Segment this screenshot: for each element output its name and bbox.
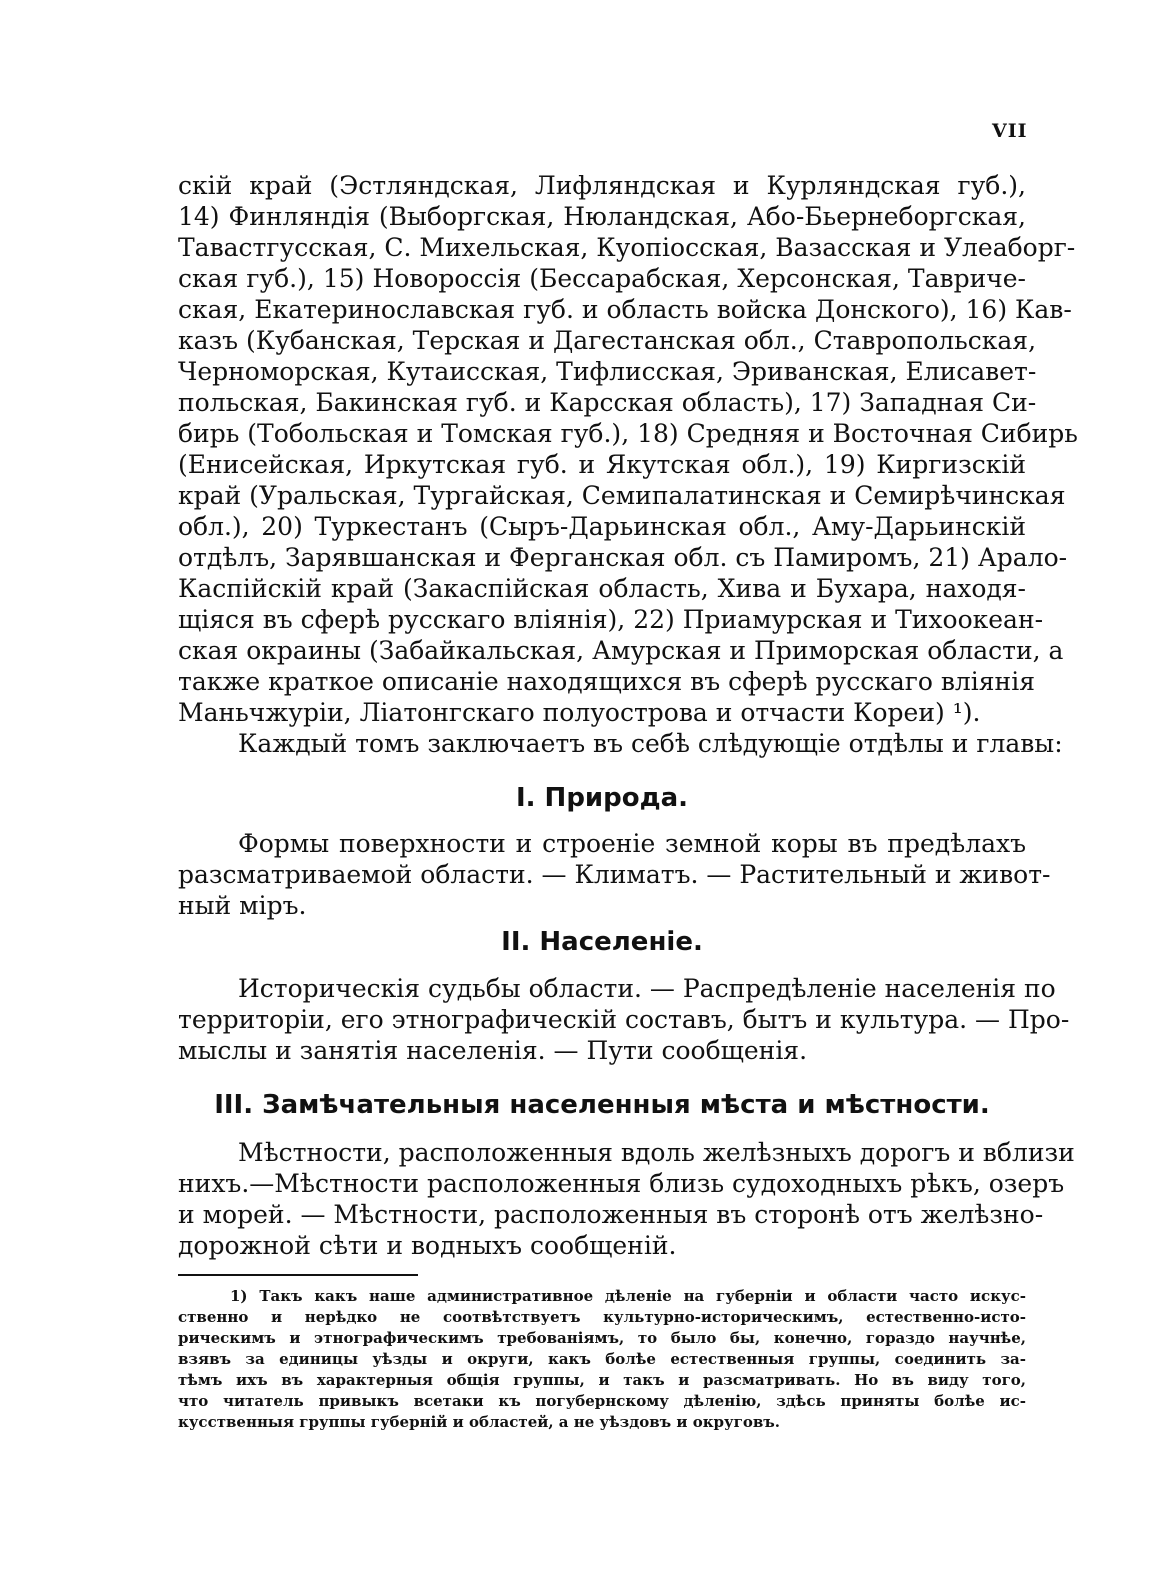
section-text-population — [178, 973, 1070, 1066]
section-text-places — [178, 1137, 1075, 1261]
text-line: отдѣлъ, Зарявшанская и Ферганская обл. съ Памиромъ, 21) Арало- — [178, 543, 1068, 572]
text-line: казъ (Кубанская, Терская и Дагестанская обл., Ставропольская, — [178, 326, 1037, 355]
text-line: нихъ.—Мѣстности расположенныя близь судоходныхъ рѣкъ, озеръ — [178, 1169, 1065, 1198]
intro-paragraph — [178, 170, 1078, 759]
text-line: и морей. — Мѣстности, расположенныя въ сторонѣ отъ желѣзно- — [178, 1200, 1044, 1229]
section-heading-places: III. Замѣчательныя населенныя мѣста и мѣстности. — [214, 1090, 990, 1120]
text-line: край (Уральская, Тургайская, Семипалатинская и Семирѣчинская — [178, 481, 1066, 510]
footnote-divider — [178, 1274, 418, 1276]
text-line: бирь (Тобольская и Томская губ.), 18) Средняя и Восточная Сибирь — [178, 419, 1078, 448]
footnote-line: что читатель привыкъ всетаки къ погубернскому дѣленію, здѣсь приняты болѣе ис- — [178, 1392, 1026, 1410]
text-line: польская, Бакинская губ. и Карсская область), 17) Западная Си- — [178, 388, 1037, 417]
text-line: Мѣстности, расположенныя вдоль желѣзныхъ дорогъ и вблизи — [238, 1138, 1075, 1167]
text-line: ская, Екатеринославская губ. и область войска Донского), 16) Кав- — [178, 295, 1072, 324]
footnote-line: кусственныя группы губерній и областей, а не уѣздовъ и округовъ. — [178, 1413, 780, 1431]
footnote-line: 1) Такъ какъ наше административное дѣленіе на губерніи и области часто искус- — [230, 1287, 1026, 1305]
text-line: территоріи, его этнографическій составъ, бытъ и культура. — Про- — [178, 1005, 1070, 1034]
footnote-line: тѣмъ ихъ въ характерныя общія группы, и такъ и разсматривать. Но въ виду того, — [178, 1371, 1026, 1389]
footnote-line: взявъ за единицы уѣзды и округи, какъ болѣе естественныя группы, соединить за- — [178, 1350, 1026, 1368]
text-line: скій край (Эстляндская, Лифляндская и Курляндская губ.), — [178, 171, 1026, 200]
text-line: Маньчжуріи, Ліатонгскаго полуострова и отчасти Кореи) ¹). — [178, 698, 981, 727]
text-line: 14) Финляндія (Выборгская, Нюландская, Або-Бьернеборгская, — [178, 202, 1026, 231]
text-line: Формы поверхности и строеніе земной коры въ предѣлахъ — [238, 829, 1026, 858]
text-line: Историческія судьбы области. — Распредѣленіе населенія по — [238, 974, 1056, 1003]
text-line: обл.), 20) Туркестанъ (Сыръ-Дарьинская обл., Аму-Дарьинскій — [178, 512, 1026, 541]
text-line: ская окраины (Забайкальская, Амурская и Приморская области, а — [178, 636, 1064, 665]
text-line: щіяся въ сферѣ русскаго вліянія), 22) Приамурская и Тихоокеан- — [178, 605, 1044, 634]
text-line: Каждый томъ заключаетъ въ себѣ слѣдующіе отдѣлы и главы: — [238, 729, 1063, 758]
section-heading-population: II. Населеніе. — [501, 927, 703, 957]
text-line: разсматриваемой области. — Климатъ. — Растительный и живот- — [178, 860, 1051, 889]
text-line: также краткое описаніе находящихся въ сферѣ русскаго вліянія — [178, 667, 1035, 696]
footnote-line: ственно и нерѣдко не соотвѣтствуетъ культурно-историческимъ, естественно-исто- — [178, 1308, 1026, 1326]
text-line: мыслы и занятія населенія. — Пути сообщенія. — [178, 1036, 808, 1065]
text-line: (Енисейская, Иркутская губ. и Якутская обл.), 19) Киргизскій — [178, 450, 1026, 479]
text-line: Каспійскій край (Закаспійская область, Хива и Бухара, находя- — [178, 574, 1026, 603]
text-line: ская губ.), 15) Новороссія (Бессарабская, Херсонская, Тавриче- — [178, 264, 1026, 293]
section-heading-nature: I. Природа. — [515, 783, 689, 813]
text-line: дорожной сѣти и водныхъ сообщеній. — [178, 1231, 677, 1260]
section-text-nature — [178, 828, 1051, 921]
text-line: Тавастгусская, С. Михельская, Куопіосская, Вазасская и Улеаборг- — [178, 233, 1076, 262]
footnote-line: рическимъ и этнографическимъ требованіямъ, то было бы, конечно, гораздо научнѣе, — [178, 1329, 1026, 1347]
page-number: VII — [992, 120, 1028, 142]
text-line: ный міръ. — [178, 891, 307, 920]
footnote — [178, 1286, 1026, 1433]
text-line: Черноморская, Кутаисская, Тифлисская, Эриванская, Елисавет- — [178, 357, 1037, 386]
